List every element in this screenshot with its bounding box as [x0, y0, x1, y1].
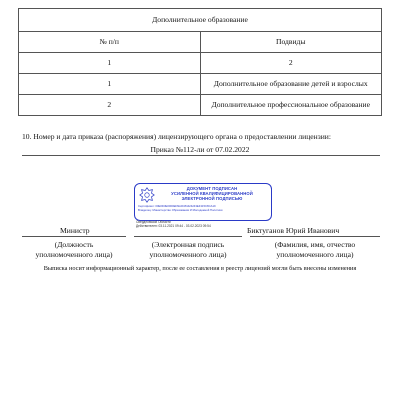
caption-name-line1: (Фамилия, имя, отчество — [274, 240, 356, 249]
signer-position: Министр — [60, 226, 90, 235]
caption-signature-line2: уполномоченного лица) — [149, 250, 227, 259]
index-num: 1 — [19, 53, 201, 74]
education-table — [18, 8, 382, 116]
stamp-meta — [138, 205, 268, 212]
section10-text: 10. Номер и дата приказа (распоряжения) лицензирующего органа о предоставлении лицензии: — [22, 132, 331, 141]
row-name: Дополнительное профессиональное образование — [200, 95, 382, 116]
stamp-line2: УСИЛЕННОЙ КВАЛИФИЦИРОВАННОЙ — [171, 191, 253, 196]
footer-note: Выписка носит информационный характер, после ее составления в реестр лицензий могли быть внесены изменения — [43, 265, 357, 272]
caption-position-line1: (Должность — [54, 240, 94, 249]
stamp-owner: Владелец: Министерство Образования И Молодежной Политики — [138, 207, 223, 212]
stamp-extra — [136, 220, 211, 229]
table-row — [19, 74, 382, 95]
position-line — [22, 236, 126, 237]
caption-name — [250, 240, 380, 260]
table-title: Дополнительное образование — [19, 9, 382, 32]
header-name: Подвиды — [200, 32, 382, 53]
table-title-row — [19, 9, 382, 32]
stamp-certificate: Сертификат: 00E0D3E0000ED9A0C84424243E4315C8CA19 — [138, 204, 216, 208]
row-num: 1 — [19, 74, 201, 95]
stamp-region: Свердловской Области — [136, 220, 171, 224]
caption-position — [22, 240, 126, 260]
order-number: Приказ №112-ли от 07.02.2022 — [150, 145, 250, 154]
row-name: Дополнительное образование детей и взрослых — [200, 74, 382, 95]
signature-line — [134, 236, 242, 237]
caption-position-line2: уполномоченного лица) — [35, 250, 113, 259]
row-num: 2 — [19, 95, 201, 116]
e-signature-stamp — [134, 183, 272, 221]
header-num: № п/п — [19, 32, 201, 53]
signer-name: Биктуганов Юрий Иванович — [247, 226, 340, 235]
index-name: 2 — [200, 53, 382, 74]
table-header-row — [19, 32, 382, 53]
stamp-line1: ДОКУМЕНТ ПОДПИСАН — [186, 186, 238, 191]
stamp-validity: Действителен: 03.11.2021 09:44 - 03.02.2023 09:54 — [136, 224, 211, 229]
stamp-title — [157, 186, 267, 201]
coat-of-arms-icon — [138, 186, 156, 204]
name-line — [250, 236, 380, 237]
caption-name-line2: уполномоченного лица) — [276, 250, 354, 259]
table-row — [19, 95, 382, 116]
table-index-row — [19, 53, 382, 74]
caption-signature — [134, 240, 242, 260]
stamp-line3: ЭЛЕКТРОННОЙ ПОДПИСЬЮ — [181, 196, 243, 201]
caption-signature-line1: (Электронная подпись — [151, 240, 225, 249]
order-underline — [22, 155, 380, 156]
